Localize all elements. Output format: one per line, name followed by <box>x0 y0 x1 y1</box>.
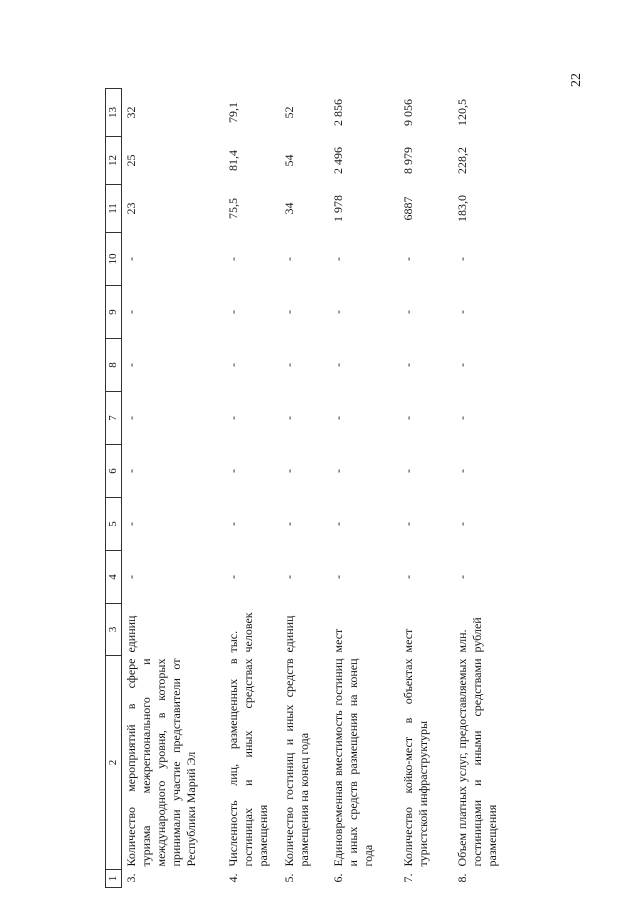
value-col-12: 228,2 <box>455 147 469 174</box>
header-cell-col-5: 5 <box>106 498 122 551</box>
value-col-5: - <box>401 522 415 526</box>
header-cell-col-10: 10 <box>106 233 122 286</box>
header-cell-col-2: 2 <box>106 656 122 870</box>
indicator-name: Количество койко-мест в объектах туристской инфраструктуры <box>401 658 430 867</box>
header-cell-col-6: 6 <box>106 445 122 498</box>
header-cell-col-3: 3 <box>106 604 122 656</box>
value-col-7: - <box>282 416 296 420</box>
unit-of-measure: тыс. человек <box>226 612 255 653</box>
header-cell-col-12: 12 <box>106 137 122 185</box>
value-col-13: 52 <box>282 106 296 119</box>
header-row <box>106 89 122 888</box>
unit-of-measure: единиц <box>282 615 296 653</box>
row-number: 4. <box>226 873 240 883</box>
value-col-8: - <box>124 363 138 367</box>
row-number: 3. <box>124 873 138 883</box>
value-col-4: - <box>331 575 345 579</box>
value-col-8: - <box>282 363 296 367</box>
table-row <box>399 89 453 888</box>
header-cell-col-7: 7 <box>106 392 122 445</box>
value-col-5: - <box>455 522 469 526</box>
rotated-page-frame <box>105 88 639 883</box>
value-col-7: - <box>331 416 345 420</box>
value-col-7: - <box>401 416 415 420</box>
value-col-9: - <box>455 310 469 314</box>
value-col-9: - <box>401 310 415 314</box>
indicator-name: Численность лиц, размещенных в гостиницах и иных средствах размещения <box>226 658 270 867</box>
value-col-13: 9 056 <box>401 99 415 126</box>
value-col-13: 120,5 <box>455 99 469 126</box>
header-cell-col-13: 13 <box>106 89 122 137</box>
value-col-6: - <box>331 469 345 473</box>
value-col-12: 2 496 <box>331 147 345 174</box>
value-col-5: - <box>124 522 138 526</box>
indicator-name: Количество гостиниц и иных средств размещения на конец года <box>282 658 311 867</box>
value-col-13: 32 <box>124 106 138 119</box>
value-col-5: - <box>331 522 345 526</box>
value-col-7: - <box>455 416 469 420</box>
value-col-11: 34 <box>282 202 296 215</box>
table-header <box>106 89 122 888</box>
value-col-5: - <box>282 522 296 526</box>
value-col-8: - <box>226 363 240 367</box>
unit-of-measure: мест <box>331 628 345 653</box>
value-col-11: 183,0 <box>455 195 469 222</box>
table-body <box>122 89 510 888</box>
table-row <box>122 89 225 888</box>
value-col-10: - <box>124 257 138 261</box>
row-number: 8. <box>455 873 469 883</box>
value-col-6: - <box>282 469 296 473</box>
value-col-4: - <box>124 575 138 579</box>
value-col-12: 54 <box>282 154 296 167</box>
header-cell-col-9: 9 <box>106 286 122 339</box>
value-col-8: - <box>455 363 469 367</box>
value-col-11: 23 <box>124 202 138 215</box>
page-number: 22 <box>569 73 584 87</box>
value-col-8: - <box>401 363 415 367</box>
value-col-13: 2 856 <box>331 99 345 126</box>
value-col-12: 25 <box>124 154 138 167</box>
value-col-7: - <box>124 416 138 420</box>
row-number: 6. <box>331 873 345 883</box>
indicators-table <box>105 88 509 888</box>
table-row <box>329 89 399 888</box>
unit-of-measure: единиц <box>124 615 138 653</box>
value-col-6: - <box>124 469 138 473</box>
row-number: 7. <box>401 873 415 883</box>
value-col-4: - <box>455 575 469 579</box>
indicator-name: Количество мероприятий в сфере туризма межрегионального и международного уровня, в которых принимали участие представители от Республики Марий Эл <box>124 658 198 867</box>
value-col-7: - <box>226 416 240 420</box>
table-row <box>453 89 509 888</box>
value-col-12: 81,4 <box>226 150 240 171</box>
value-col-13: 79,1 <box>226 102 240 123</box>
value-col-10: - <box>455 257 469 261</box>
value-col-9: - <box>124 310 138 314</box>
value-col-5: - <box>226 522 240 526</box>
value-col-9: - <box>282 310 296 314</box>
value-col-11: 1 978 <box>331 195 345 222</box>
value-col-11: 75,5 <box>226 198 240 219</box>
value-col-9: - <box>226 310 240 314</box>
indicator-name: Объем платных услуг, предоставляемых гостиницами и иными средствами размещения <box>455 658 499 867</box>
header-cell-col-1: 1 <box>106 870 122 888</box>
value-col-12: 8 979 <box>401 147 415 174</box>
table-row <box>224 89 280 888</box>
header-cell-col-4: 4 <box>106 551 122 604</box>
value-col-10: - <box>401 257 415 261</box>
unit-of-measure: мест <box>401 628 415 653</box>
value-col-6: - <box>401 469 415 473</box>
indicator-name: Единовременная вместимость гостиниц и иных средств размещения на конец года <box>331 658 375 867</box>
value-col-4: - <box>282 575 296 579</box>
value-col-10: - <box>282 257 296 261</box>
value-col-4: - <box>401 575 415 579</box>
table-row <box>280 89 329 888</box>
unit-of-measure: млн. рублей <box>455 617 484 653</box>
value-col-6: - <box>455 469 469 473</box>
value-col-10: - <box>226 257 240 261</box>
value-col-9: - <box>331 310 345 314</box>
value-col-4: - <box>226 575 240 579</box>
value-col-10: - <box>331 257 345 261</box>
rotated-table-container <box>105 88 613 888</box>
row-number: 5. <box>282 873 296 883</box>
value-col-8: - <box>331 363 345 367</box>
value-col-11: 6887 <box>401 196 415 221</box>
value-col-6: - <box>226 469 240 473</box>
header-cell-col-11: 11 <box>106 185 122 233</box>
header-cell-col-8: 8 <box>106 339 122 392</box>
